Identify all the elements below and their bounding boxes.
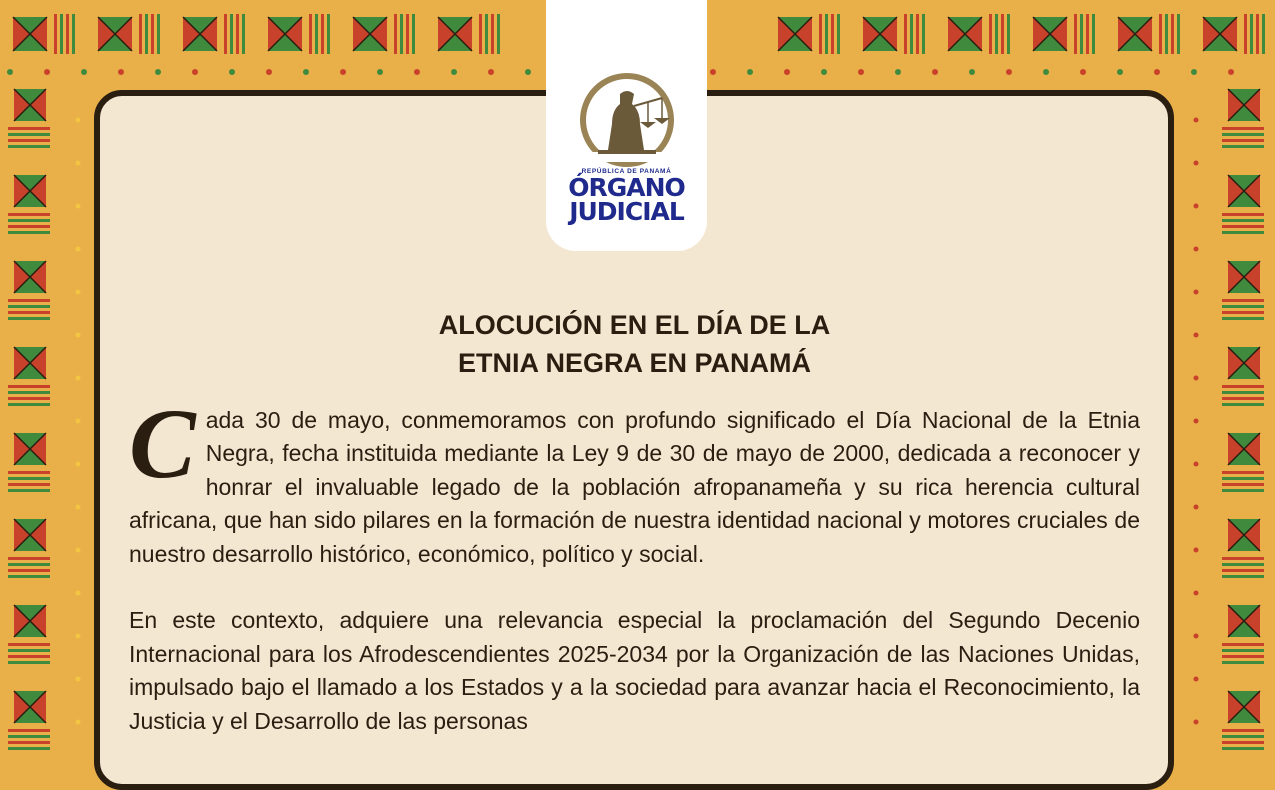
pattern-stripe [8, 133, 50, 136]
pattern-dot [969, 69, 975, 75]
pattern-stripe [139, 14, 142, 54]
pattern-stripe [151, 14, 154, 54]
logo-organo-text: ÓRGANO [568, 173, 685, 202]
pattern-stripe [400, 14, 403, 54]
pattern-dot [76, 118, 81, 123]
pattern-stripe [327, 14, 330, 54]
pattern-stripe [412, 14, 415, 54]
pattern-stripe [1222, 747, 1264, 750]
pattern-dot [76, 376, 81, 381]
pattern-stripe [831, 14, 834, 54]
pattern-dot [525, 69, 531, 75]
pattern-stripe [1001, 14, 1004, 54]
pattern-dot [1194, 419, 1199, 424]
pattern-stripe [8, 649, 50, 652]
pattern-stripe [1086, 14, 1089, 54]
pattern-stripe [8, 317, 50, 320]
pattern-stripe [1222, 649, 1264, 652]
pattern-stripe [1177, 14, 1180, 54]
pattern-stripe [8, 219, 50, 222]
pattern-stripe [819, 14, 822, 54]
pattern-stripe [1222, 213, 1264, 216]
pattern-stripe [1222, 563, 1264, 566]
pattern-stripe [8, 391, 50, 394]
pattern-dot [76, 204, 81, 209]
pattern-stripe [1256, 14, 1259, 54]
pattern-stripe [8, 655, 50, 658]
pattern-dot [81, 69, 87, 75]
pattern-stripe [8, 661, 50, 664]
pattern-stripe [1222, 231, 1264, 234]
pattern-stripe [8, 477, 50, 480]
pattern-dot [1043, 69, 1049, 75]
paragraph-2 [129, 604, 1140, 738]
pattern-stripe [8, 747, 50, 750]
pattern-stripe [406, 14, 409, 54]
pattern-stripe [1222, 127, 1264, 130]
pattern-dot [192, 69, 198, 75]
pattern-stripe [8, 385, 50, 388]
pattern-stripe [8, 145, 50, 148]
pattern-stripe [8, 735, 50, 738]
pattern-stripe [1222, 299, 1264, 302]
pattern-stripe [491, 14, 494, 54]
pattern-stripe [1222, 489, 1264, 492]
pattern-dot [932, 69, 938, 75]
pattern-stripe [1080, 14, 1083, 54]
pattern-stripe [1222, 483, 1264, 486]
pattern-stripe [8, 403, 50, 406]
pattern-dot [76, 333, 81, 338]
pattern-stripe [8, 299, 50, 302]
pattern-dot [118, 69, 124, 75]
pattern-stripe [1262, 14, 1265, 54]
pattern-stripe [1222, 575, 1264, 578]
pattern-stripe [1222, 643, 1264, 646]
pattern-dot [710, 69, 716, 75]
pattern-dot [1194, 634, 1199, 639]
pattern-stripe [8, 643, 50, 646]
justice-statue-icon [568, 72, 686, 168]
paragraph-1-text: ada 30 de mayo, conmemoramos con profundo significado el Día Nacional de la Etnia Negra, fecha instituida mediante la Ley 9 de 30 de mayo de 2000, dedicada a reconocer y honrar el invaluable legado de la población afropanameña y su rica herencia cultural africana, que han sido pilares en la formación de nuestra identidad nacional y motores cruciales de nuestro desarrollo histórico, económico, político y social. [129, 407, 1140, 567]
pattern-stripe [1222, 477, 1264, 480]
pattern-dot [76, 290, 81, 295]
pattern-dot [76, 677, 81, 682]
pattern-stripe [1222, 145, 1264, 148]
title-line-2: ETNIA NEGRA EN PANAMÁ [457, 348, 811, 378]
pattern-stripe [1092, 14, 1095, 54]
pattern-stripe [1222, 661, 1264, 664]
logo-judicial-text: JUDICIAL [569, 197, 684, 226]
pattern-dot [1194, 118, 1199, 123]
pattern-stripe [1171, 14, 1174, 54]
pattern-stripe [1222, 557, 1264, 560]
title-line-1: ALOCUCIÓN EN EL DÍA DE LA [438, 310, 831, 340]
pattern-stripe [1222, 729, 1264, 732]
pattern-dot [266, 69, 272, 75]
pattern-stripe [8, 311, 50, 314]
pattern-stripe [8, 397, 50, 400]
pattern-dot [1194, 677, 1199, 682]
pattern-stripe [989, 14, 992, 54]
pattern-stripe [8, 489, 50, 492]
pattern-dot [414, 69, 420, 75]
pattern-dot [1191, 69, 1197, 75]
pattern-stripe [145, 14, 148, 54]
paragraph-2-text: En este contexto, adquiere una relevancia especial la proclamación del Segundo Decenio Internacional para los Afrodescendientes 2025-2034 por la Organización de las Naciones Unidas, impulsado bajo el llamado a los Estados y a la sociedad para avanzar hacia el Reconocimiento, la Justicia y el Desarrollo de las personas [129, 607, 1140, 734]
pattern-dot [76, 548, 81, 553]
pattern-stripe [242, 14, 245, 54]
pattern-stripe [1222, 391, 1264, 394]
page-title [129, 306, 1140, 382]
pattern-stripe [1222, 305, 1264, 308]
pattern-stripe [1165, 14, 1168, 54]
pattern-dot [303, 69, 309, 75]
pattern-dot [7, 69, 13, 75]
pattern-stripe [1222, 317, 1264, 320]
pattern-stripe [66, 14, 69, 54]
pattern-dot [1194, 548, 1199, 553]
pattern-stripe [394, 14, 397, 54]
pattern-stripe [54, 14, 57, 54]
pattern-stripe [1222, 471, 1264, 474]
pattern-stripe [916, 14, 919, 54]
pattern-stripe [8, 569, 50, 572]
pattern-dot [1080, 69, 1086, 75]
pattern-stripe [8, 729, 50, 732]
pattern-stripe [479, 14, 482, 54]
pattern-dot [858, 69, 864, 75]
pattern-dot [1117, 69, 1123, 75]
pattern-dot [76, 591, 81, 596]
pattern-dot [76, 419, 81, 424]
pattern-dot [229, 69, 235, 75]
pattern-stripe [157, 14, 160, 54]
pattern-dot [1194, 290, 1199, 295]
pattern-stripe [230, 14, 233, 54]
pattern-dot [451, 69, 457, 75]
paragraph-1 [129, 388, 1140, 571]
pattern-stripe [315, 14, 318, 54]
logo-republica-text: REPÚBLICA DE PANAMÁ [581, 168, 672, 175]
pattern-stripe [1222, 139, 1264, 142]
pattern-stripe [72, 14, 75, 54]
pattern-stripe [1222, 311, 1264, 314]
pattern-stripe [904, 14, 907, 54]
pattern-dot [747, 69, 753, 75]
pattern-stripe [1222, 655, 1264, 658]
pattern-stripe [8, 563, 50, 566]
pattern-stripe [236, 14, 239, 54]
pattern-stripe [8, 483, 50, 486]
pattern-dot [377, 69, 383, 75]
pattern-dot [821, 69, 827, 75]
pattern-stripe [485, 14, 488, 54]
pattern-stripe [8, 305, 50, 308]
pattern-dot [155, 69, 161, 75]
pattern-stripe [1222, 385, 1264, 388]
pattern-stripe [8, 741, 50, 744]
pattern-stripe [321, 14, 324, 54]
drop-cap: C [129, 388, 196, 499]
organo-judicial-logo [546, 0, 707, 251]
pattern-dot [1194, 376, 1199, 381]
pattern-stripe [1250, 14, 1253, 54]
pattern-stripe [8, 471, 50, 474]
pattern-dot [1228, 69, 1234, 75]
pattern-stripe [8, 225, 50, 228]
pattern-stripe [8, 575, 50, 578]
pattern-stripe [995, 14, 998, 54]
pattern-dot [895, 69, 901, 75]
pattern-stripe [825, 14, 828, 54]
pattern-dot [1006, 69, 1012, 75]
pattern-stripe [1222, 741, 1264, 744]
pattern-dot [76, 161, 81, 166]
pattern-stripe [8, 231, 50, 234]
pattern-stripe [1222, 133, 1264, 136]
pattern-dot [1194, 247, 1199, 252]
pattern-stripe [497, 14, 500, 54]
pattern-dot [76, 720, 81, 725]
pattern-stripe [1007, 14, 1010, 54]
pattern-dot [1194, 462, 1199, 467]
pattern-dot [76, 462, 81, 467]
pattern-dot [76, 247, 81, 252]
pattern-stripe [8, 557, 50, 560]
pattern-dot [1194, 204, 1199, 209]
pattern-dot [488, 69, 494, 75]
pattern-stripe [60, 14, 63, 54]
pattern-dot [340, 69, 346, 75]
pattern-dot [1194, 720, 1199, 725]
pattern-stripe [1244, 14, 1247, 54]
pattern-dot [784, 69, 790, 75]
pattern-stripe [1222, 735, 1264, 738]
speech-body [129, 388, 1140, 771]
pattern-stripe [8, 139, 50, 142]
pattern-stripe [922, 14, 925, 54]
pattern-dot [1194, 505, 1199, 510]
pattern-stripe [1222, 569, 1264, 572]
pattern-stripe [1159, 14, 1162, 54]
pattern-dot [1194, 591, 1199, 596]
pattern-stripe [8, 213, 50, 216]
pattern-dot [1194, 161, 1199, 166]
pattern-stripe [8, 127, 50, 130]
pattern-stripe [837, 14, 840, 54]
pattern-stripe [1222, 397, 1264, 400]
pattern-stripe [910, 14, 913, 54]
pattern-stripe [1222, 403, 1264, 406]
pattern-stripe [1074, 14, 1077, 54]
pattern-stripe [224, 14, 227, 54]
pattern-dot [44, 69, 50, 75]
pattern-dot [76, 505, 81, 510]
pattern-dot [76, 634, 81, 639]
pattern-stripe [1222, 219, 1264, 222]
pattern-dot [1154, 69, 1160, 75]
pattern-dot [1194, 333, 1199, 338]
pattern-stripe [1222, 225, 1264, 228]
pattern-stripe [309, 14, 312, 54]
